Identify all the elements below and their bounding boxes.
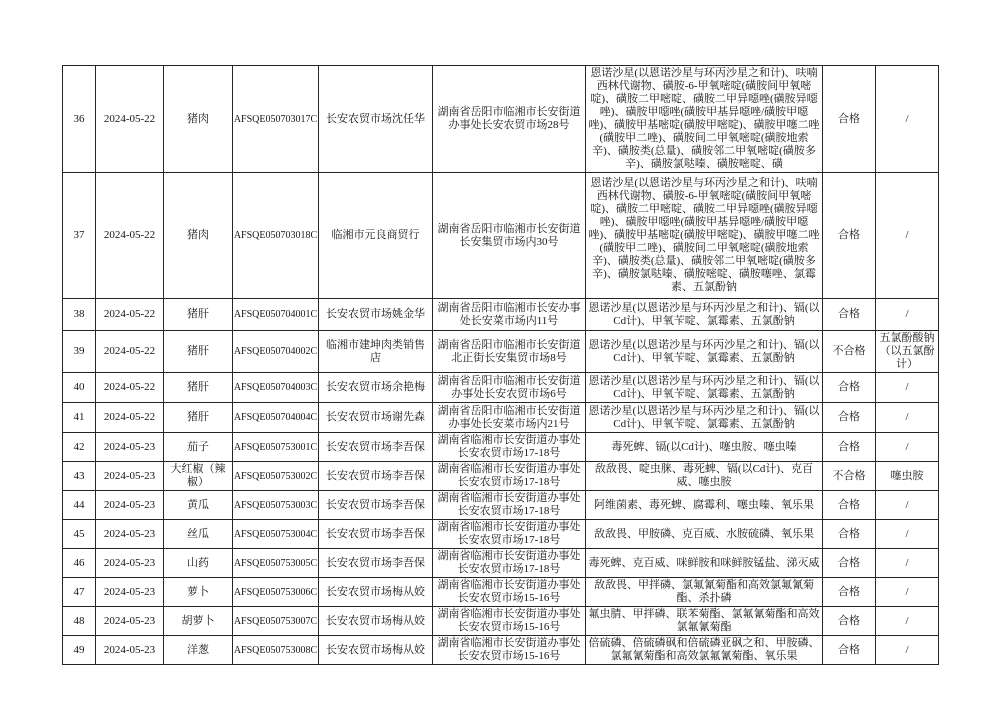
cell-sample-code: AFSQE050753006C — [233, 578, 319, 607]
cell-failed-item: / — [876, 299, 939, 331]
cell-result: 合格 — [823, 173, 876, 299]
cell-address: 湖南省临湘市长安街道办事处长安农贸市场17-18号 — [433, 549, 586, 578]
table-row — [63, 462, 939, 491]
cell-failed-item: 五氯酚酸钠（以五氯酚计） — [876, 331, 939, 373]
cell-date: 2024-05-23 — [96, 607, 164, 636]
cell-failed-item: / — [876, 373, 939, 403]
cell-sample-code: AFSQE050753005C — [233, 549, 319, 578]
cell-seller: 长安农贸市场谢先森 — [319, 403, 433, 433]
table-row — [63, 331, 939, 373]
cell-date: 2024-05-22 — [96, 66, 164, 173]
cell-result: 合格 — [823, 491, 876, 520]
cell-seller: 长安农贸市场沈任华 — [319, 66, 433, 173]
cell-item-name: 猪肝 — [164, 373, 233, 403]
cell-failed-item: / — [876, 607, 939, 636]
cell-item-name: 大红椒（辣椒） — [164, 462, 233, 491]
cell-result: 合格 — [823, 299, 876, 331]
cell-row-number: 40 — [63, 373, 96, 403]
cell-item-name: 黄瓜 — [164, 491, 233, 520]
cell-item-name: 丝瓜 — [164, 520, 233, 549]
cell-sample-code: AFSQE050753003C — [233, 491, 319, 520]
cell-item-name: 洋葱 — [164, 636, 233, 665]
sampling-results-table — [62, 65, 939, 665]
cell-seller: 长安农贸市场李吾保 — [319, 462, 433, 491]
cell-seller: 长安农贸市场李吾保 — [319, 491, 433, 520]
cell-test-items: 恩诺沙星(以恩诺沙星与环丙沙星之和计)、镉(以Cd计)、甲氧苄啶、氯霉素、五氯酚钠 — [586, 403, 823, 433]
cell-item-name: 胡萝卜 — [164, 607, 233, 636]
cell-date: 2024-05-22 — [96, 173, 164, 299]
cell-result: 合格 — [823, 403, 876, 433]
cell-row-number: 47 — [63, 578, 96, 607]
cell-sample-code: AFSQE050704001C — [233, 299, 319, 331]
cell-row-number: 37 — [63, 173, 96, 299]
cell-date: 2024-05-22 — [96, 373, 164, 403]
cell-item-name: 猪肝 — [164, 299, 233, 331]
cell-test-items: 恩诺沙星(以恩诺沙星与环丙沙星之和计)、呋喃西林代谢物、磺胺-6-甲氧嘧啶(磺胺间甲氧嘧啶)、磺胺二甲嘧啶、磺胺二甲异噁唑(磺胺异噁唑)、磺胺甲噁唑(磺胺甲基异噁唑/磺胺甲噁唑)、磺胺甲基嘧啶(磺胺甲嘧啶)、磺胺甲噻二唑(磺胺甲二唑)、磺胺间二甲氧嘧啶(磺胺地索辛)、磺胺类(总量)、磺胺邻二甲氧嘧啶(磺胺多辛)、磺胺氯哒嗪、磺胺嘧啶、磺 — [586, 66, 823, 173]
cell-failed-item: / — [876, 433, 939, 462]
table-row — [63, 607, 939, 636]
cell-seller: 长安农贸市场余艳梅 — [319, 373, 433, 403]
cell-sample-code: AFSQE050753002C — [233, 462, 319, 491]
cell-date: 2024-05-23 — [96, 462, 164, 491]
table-row — [63, 491, 939, 520]
cell-result: 不合格 — [823, 331, 876, 373]
cell-date: 2024-05-23 — [96, 578, 164, 607]
table-row — [63, 403, 939, 433]
cell-row-number: 36 — [63, 66, 96, 173]
cell-test-items: 敌敌畏、甲拌磷、氯氟氰菊酯和高效氯氟氰菊酯、杀扑磷 — [586, 578, 823, 607]
cell-item-name: 猪肝 — [164, 403, 233, 433]
cell-failed-item: 噻虫胺 — [876, 462, 939, 491]
cell-date: 2024-05-23 — [96, 520, 164, 549]
table-row — [63, 520, 939, 549]
cell-result: 合格 — [823, 549, 876, 578]
cell-sample-code: AFSQE050704002C — [233, 331, 319, 373]
cell-date: 2024-05-23 — [96, 549, 164, 578]
cell-result: 合格 — [823, 66, 876, 173]
cell-test-items: 毒死蜱、克百威、咪鲜胺和咪鲜胺锰盐、涕灭威 — [586, 549, 823, 578]
cell-item-name: 萝卜 — [164, 578, 233, 607]
cell-seller: 长安农贸市场梅从姣 — [319, 607, 433, 636]
table-row — [63, 299, 939, 331]
cell-row-number: 42 — [63, 433, 96, 462]
cell-address: 湖南省岳阳市临湘市长安街道办事处长安农贸市场28号 — [433, 66, 586, 173]
cell-result: 合格 — [823, 607, 876, 636]
cell-result: 合格 — [823, 373, 876, 403]
cell-row-number: 44 — [63, 491, 96, 520]
cell-address: 湖南省临湘市长安街道办事处长安农贸市场17-18号 — [433, 462, 586, 491]
cell-address: 湖南省临湘市长安街道办事处长安农贸市场15-16号 — [433, 578, 586, 607]
cell-failed-item: / — [876, 578, 939, 607]
cell-row-number: 39 — [63, 331, 96, 373]
cell-failed-item: / — [876, 491, 939, 520]
table-row — [63, 373, 939, 403]
table-row — [63, 66, 939, 173]
cell-item-name: 猪肉 — [164, 66, 233, 173]
cell-sample-code: AFSQE050704004C — [233, 403, 319, 433]
cell-failed-item: / — [876, 549, 939, 578]
cell-date: 2024-05-22 — [96, 403, 164, 433]
cell-seller: 长安农贸市场梅从姣 — [319, 636, 433, 665]
cell-seller: 长安农贸市场姚金华 — [319, 299, 433, 331]
cell-address: 湖南省临湘市长安街道办事处长安农贸市场17-18号 — [433, 520, 586, 549]
cell-failed-item: / — [876, 520, 939, 549]
cell-row-number: 41 — [63, 403, 96, 433]
cell-seller: 长安农贸市场李吾保 — [319, 520, 433, 549]
cell-result: 合格 — [823, 578, 876, 607]
cell-sample-code: AFSQE050703018C — [233, 173, 319, 299]
cell-item-name: 山药 — [164, 549, 233, 578]
cell-address: 湖南省岳阳市临湘市长安街道办事处长安农贸市场6号 — [433, 373, 586, 403]
cell-test-items: 恩诺沙星(以恩诺沙星与环丙沙星之和计)、呋喃西林代谢物、磺胺-6-甲氧嘧啶(磺胺间甲氧嘧啶)、磺胺二甲嘧啶、磺胺二甲异噁唑(磺胺异噁唑)、磺胺甲噁唑(磺胺甲基异噁唑/磺胺甲噁唑)、磺胺甲基嘧啶(磺胺甲嘧啶)、磺胺甲噻二唑(磺胺甲二唑)、磺胺间二甲氧嘧啶(磺胺地索辛)、磺胺类(总量)、磺胺邻二甲氧嘧啶(磺胺多辛)、磺胺氯哒嗪、磺胺嘧啶、磺胺噻唑、氯霉素、五氯酚钠 — [586, 173, 823, 299]
cell-item-name: 茄子 — [164, 433, 233, 462]
cell-failed-item: / — [876, 403, 939, 433]
cell-address: 湖南省临湘市长安街道办事处长安农贸市场15-16号 — [433, 607, 586, 636]
cell-test-items: 阿维菌素、毒死蜱、腐霉利、噻虫嗪、氧乐果 — [586, 491, 823, 520]
cell-test-items: 毒死蜱、镉(以Cd计)、噻虫胺、噻虫嗪 — [586, 433, 823, 462]
cell-failed-item: / — [876, 173, 939, 299]
cell-sample-code: AFSQE050704003C — [233, 373, 319, 403]
cell-result: 不合格 — [823, 462, 876, 491]
cell-address: 湖南省岳阳市临湘市长安街道办事处长安菜市场内21号 — [433, 403, 586, 433]
cell-row-number: 43 — [63, 462, 96, 491]
table-row — [63, 578, 939, 607]
cell-row-number: 45 — [63, 520, 96, 549]
cell-row-number: 38 — [63, 299, 96, 331]
cell-seller: 临湘市元良商贸行 — [319, 173, 433, 299]
cell-date: 2024-05-23 — [96, 433, 164, 462]
cell-test-items: 氟虫腈、甲拌磷、联苯菊酯、氯氟氰菊酯和高效氯氟氰菊酯 — [586, 607, 823, 636]
cell-item-name: 猪肝 — [164, 331, 233, 373]
cell-date: 2024-05-22 — [96, 299, 164, 331]
cell-item-name: 猪肉 — [164, 173, 233, 299]
cell-address: 湖南省临湘市长安街道办事处长安农贸市场17-18号 — [433, 433, 586, 462]
cell-sample-code: AFSQE050753004C — [233, 520, 319, 549]
cell-row-number: 46 — [63, 549, 96, 578]
cell-sample-code: AFSQE050753008C — [233, 636, 319, 665]
cell-sample-code: AFSQE050753001C — [233, 433, 319, 462]
cell-failed-item: / — [876, 66, 939, 173]
table-row — [63, 173, 939, 299]
cell-date: 2024-05-23 — [96, 491, 164, 520]
cell-seller: 长安农贸市场梅从姣 — [319, 578, 433, 607]
cell-test-items: 恩诺沙星(以恩诺沙星与环丙沙星之和计)、镉(以Cd计)、甲氧苄啶、氯霉素、五氯酚钠 — [586, 331, 823, 373]
cell-test-items: 倍硫磷、倍硫磷砜和倍硫磷亚砜之和、甲胺磷、氯氟氰菊酯和高效氯氟氰菊酯、氧乐果 — [586, 636, 823, 665]
cell-row-number: 49 — [63, 636, 96, 665]
cell-test-items: 敌敌畏、啶虫脒、毒死蜱、镉(以Cd计)、克百威、噻虫胺 — [586, 462, 823, 491]
table-row — [63, 433, 939, 462]
cell-address: 湖南省岳阳市临湘市长安街道长安集贸市场内30号 — [433, 173, 586, 299]
cell-seller: 长安农贸市场李吾保 — [319, 549, 433, 578]
cell-date: 2024-05-22 — [96, 331, 164, 373]
cell-test-items: 恩诺沙星(以恩诺沙星与环丙沙星之和计)、镉(以Cd计)、甲氧苄啶、氯霉素、五氯酚钠 — [586, 373, 823, 403]
cell-address: 湖南省临湘市长安街道办事处长安农贸市场15-16号 — [433, 636, 586, 665]
cell-address: 湖南省岳阳市临湘市长安办事处长安菜市场内11号 — [433, 299, 586, 331]
cell-seller: 临湘市建坤肉类销售店 — [319, 331, 433, 373]
cell-sample-code: AFSQE050753007C — [233, 607, 319, 636]
cell-result: 合格 — [823, 636, 876, 665]
table-row — [63, 636, 939, 665]
cell-result: 合格 — [823, 520, 876, 549]
cell-date: 2024-05-23 — [96, 636, 164, 665]
cell-seller: 长安农贸市场李吾保 — [319, 433, 433, 462]
cell-address: 湖南省临湘市长安街道办事处长安农贸市场17-18号 — [433, 491, 586, 520]
cell-row-number: 48 — [63, 607, 96, 636]
cell-address: 湖南省岳阳市临湘市长安街道北正街长安集贸市场8号 — [433, 331, 586, 373]
cell-test-items: 恩诺沙星(以恩诺沙星与环丙沙星之和计)、镉(以Cd计)、甲氧苄啶、氯霉素、五氯酚钠 — [586, 299, 823, 331]
cell-test-items: 敌敌畏、甲胺磷、克百威、水胺硫磷、氧乐果 — [586, 520, 823, 549]
cell-sample-code: AFSQE050703017C — [233, 66, 319, 173]
table-row — [63, 549, 939, 578]
cell-failed-item: / — [876, 636, 939, 665]
cell-result: 合格 — [823, 433, 876, 462]
